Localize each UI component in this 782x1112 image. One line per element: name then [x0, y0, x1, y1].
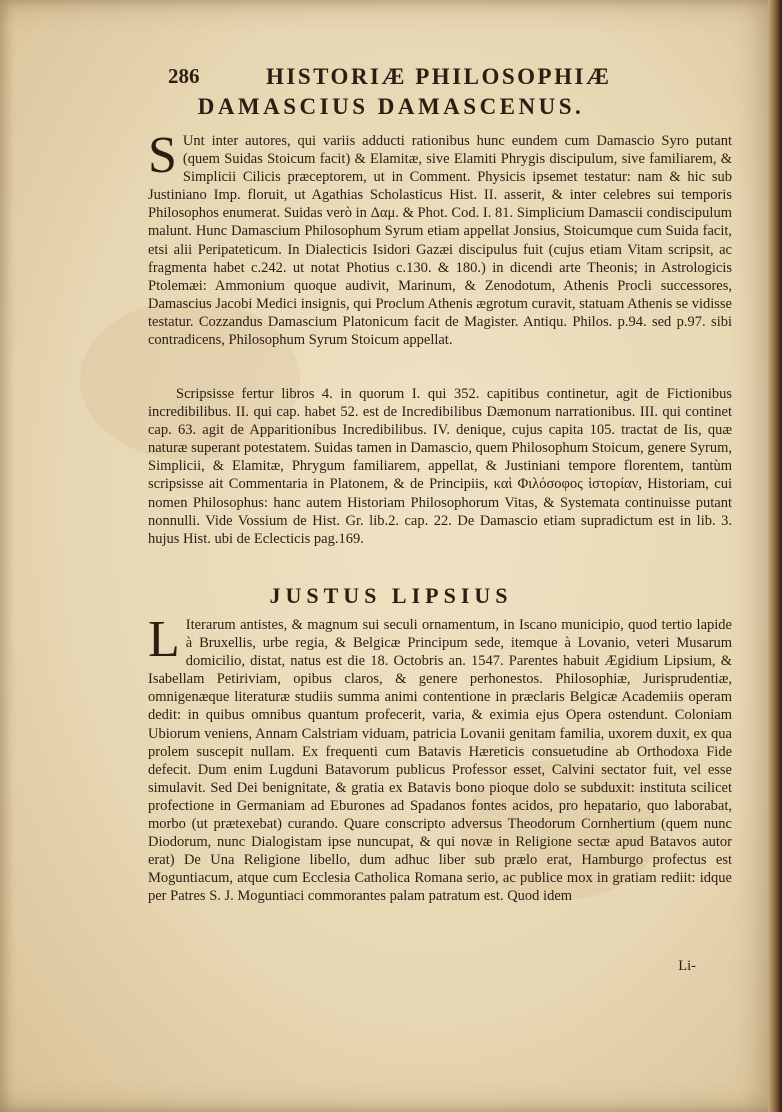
drop-cap: S [148, 127, 177, 184]
catchword: Li- [678, 958, 696, 974]
lipsius-paragraph [148, 611, 732, 906]
page-header [168, 64, 728, 90]
paragraph-text: Unt inter autores, qui variis adducti rationibus hunc eundem cum Damascio Syro putant (quem Suidas Stoicum facit) & Elamitæ, sive Elamiti Phrygis discipulum, sive familiarem, & Simplicii Cilicis præceptorem, ut in Comment. Physicis ipsemet testatur: nam & hic sub Justiniano Imp. floruit, ut Agathias Scholasticus Hist. II. asserit, & inter celebres sui temporis Philosophos enumerat. Suidas verò in Δαμ. & Phot. Cod. I. 81. Simplicium Damascii condiscipulum malunt. Hunc Damascium Philosophum Syrum etiam appellat Jonsius, Stoicumque cum Suida facit, etsi alii Peripateticum. In Dialecticis Isidori Gazæi discipulus fuit (cujus etiam Vitam scripsit, ac fragmenta habet c.242. ut notat Photius c.130. & 180.) in dicendi arte Theonis; in Astrologicis Ptolemæi: Ammonium quoque audivit, Marinum, & Zenodotum, Athenis Procli successores, Damascius Jacobi Medici insignis, qui Proclum Athenis ægrotum curavit, statuam Athenis se vidisse testatur. Cozzandus Damascium Platonicum facit de Magister. Antiqu. Philos. p.94. sed p.97. sibi contradicens, Philosophum Syrum Stoicum appellat. [148, 133, 732, 349]
running-title: HISTORIÆ PHILOSOPHIÆ [266, 64, 612, 89]
damascius-paragraph-1 [148, 127, 732, 349]
section-title-damascius: DAMASCIUS DAMASCENUS. [197, 94, 585, 119]
page-number: 286 [168, 64, 200, 88]
paragraph-text: Scripsisse fertur libros 4. in quorum I. qui 352. capitibus continetur, agit de Fictionibus incredibilibus. II. qui cap. habet 52. est de Incredibilibus Dæmonum narrationibus. III. qui continet cap. 63. agit de Apparitionibus Incredibilibus. IV. denique, cujus capita 105. tractat de Iis, quæ naturæ superant potestatem. Suidas tamen in Damascio, quem Philosophum Stoicum, genere Syrum, Simplicii, & Elamitæ, Phrygum familiarem, appellat, & Justiniani tempore florentem, tantùm scripsisse ait Commentaria in Platonem, & de Principiis, καὶ Φιλόσοφος ἱστορίαν, Historiam, cui nomen Philosophus: hanc autem Historiam Philosophorum Vitas, & Systemata continuisse putant nonnulli. Vide Vossium de Hist. Gr. lib.2. cap. 22. De Damascio etiam supradictum est in lib. 3. hujus Hist. ubi de Eclecticis pag.169. [148, 386, 732, 547]
section-title-lipsius: JUSTUS LIPSIUS [269, 583, 513, 608]
paragraph-text: Iterarum antistes, & magnum sui seculi ornamentum, in Iscano municipio, quod tertio lapide à Bruxellis, urbe regia, & Belgicæ Principum sede, itemque à Lovanio, veteri Musarum domicilio, distat, natus est die 18. Octobris an. 1547. Parentes habuit Ægidium Lipsium, & Isabellam Petiriviam, opibus claros, & genere perhonestos. Philosophiæ, Jurisprudentiæ, omnigenæque literaturæ studiis summa animi contentione in præclaris Belgicæ Academiis operam dedit: in quibus omnibus quantum profecerit, varia, & eximia ejus Opera ostendunt. Coloniam Ubiorum veniens, Annam Calstriam viduam, patricia Lovanii genitam familia, uxorem duxit, ex qua prolem suscepit nullam. Ex frequenti cum Batavis Hæreticis consuetudine ab Orthodoxa Fide defecit. Dum enim Lugduni Batavorum publicus Professor esset, Calvini sectator fuit, vel esse simulavit. Sed Dei benignitate, & gratia ex Batavis bono pioque dolo se subduxit: instituta scilicet profectione in Germaniam ad Eburones ad Spadanos fontes acidos, pro hepatario, quo laborabat, morbo (ut prætexebat) curando. Quare conscripto adversus Theodorum Cornhertium (quem nunc Diodorum, nunc Dialogistam ipse nuncupat, & qui novæ in Religione sectæ apud Batavos autor erat) De Una Religione libello, dum adhuc liber sub prælo erat, Hamburgo profectus est Moguntiacum, atque cum Ecclesia Catholica Romana serio, ac publice mox in gratiam rediit: idque per Patres S. J. Moguntiaci commorantes palam patratum est. Quod idem [148, 617, 732, 905]
damascius-paragraph-2 [148, 385, 732, 548]
page-edge [768, 0, 782, 1112]
drop-cap: L [148, 611, 180, 668]
